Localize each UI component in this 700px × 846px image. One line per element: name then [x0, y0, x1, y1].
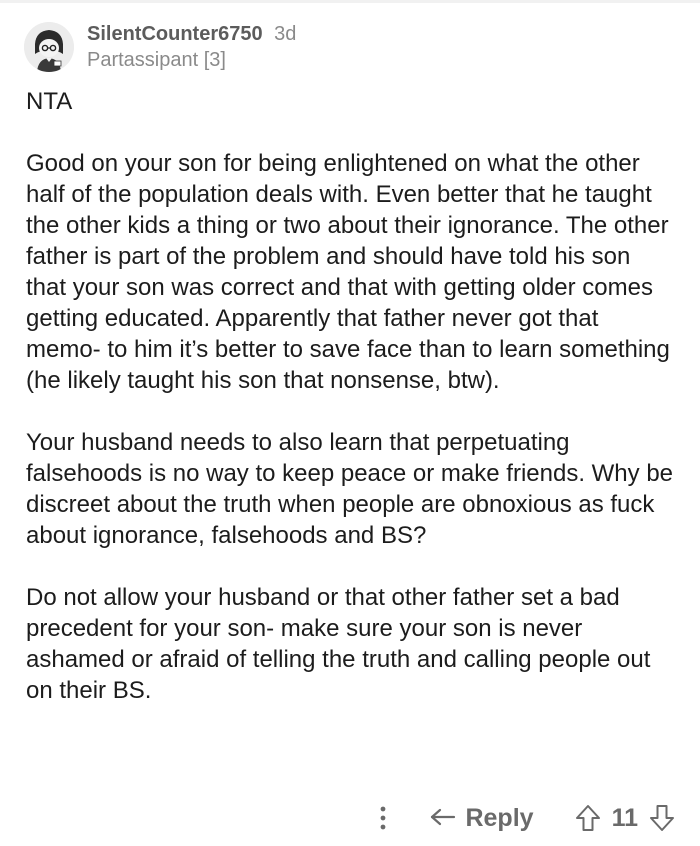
comment-paragraph: Good on your son for being enlightened on what the other half of the population deals with. Even better that he taught the other kids a thing or two about their ignorance. The other father is part of the problem and should have told his son that your son was correct and that with getting older comes getting educated. Apparently that father never got that memo- to him it’s better to save face than to learn something (he likely taught his son that nonsense, btw).: [26, 150, 670, 394]
comment-age: 3d: [274, 23, 297, 45]
reply-label: Reply: [465, 803, 534, 832]
comment-paragraph: NTA: [26, 88, 73, 115]
more-vertical-icon: [379, 805, 387, 831]
comment-header: [24, 18, 296, 76]
downvote-arrow-icon: [649, 804, 675, 832]
comment-meta: [87, 21, 296, 73]
comment-paragraph: Do not allow your husband or that other father set a bad precedent for your son- make sure your son is never ashamed or afraid of telling the truth and calling people out on their BS.: [26, 584, 651, 704]
top-divider: [0, 0, 700, 3]
downvote-button[interactable]: [646, 802, 678, 834]
username-link[interactable]: SilentCounter6750: [87, 23, 263, 45]
reply-button[interactable]: [429, 804, 533, 833]
avatar[interactable]: [24, 22, 74, 72]
meta-row: [87, 21, 296, 47]
avatar-image-icon: [24, 22, 74, 72]
vote-score: 11: [611, 803, 638, 832]
upvote-button[interactable]: [572, 802, 604, 834]
vote-controls: [572, 802, 678, 834]
reply-arrow-icon: [429, 806, 457, 830]
user-flair: Partassipant [3]: [87, 49, 226, 71]
comment-body: [26, 86, 676, 706]
comment-actions: [363, 796, 678, 840]
upvote-arrow-icon: [575, 804, 601, 832]
comment-paragraph: Your husband needs to also learn that perpetuating falsehoods is no way to keep peace or make friends. Why be discreet about the truth when people are obnoxious as fuck about ignorance, falsehoods and BS?: [26, 429, 674, 549]
more-options-button[interactable]: [363, 798, 403, 838]
